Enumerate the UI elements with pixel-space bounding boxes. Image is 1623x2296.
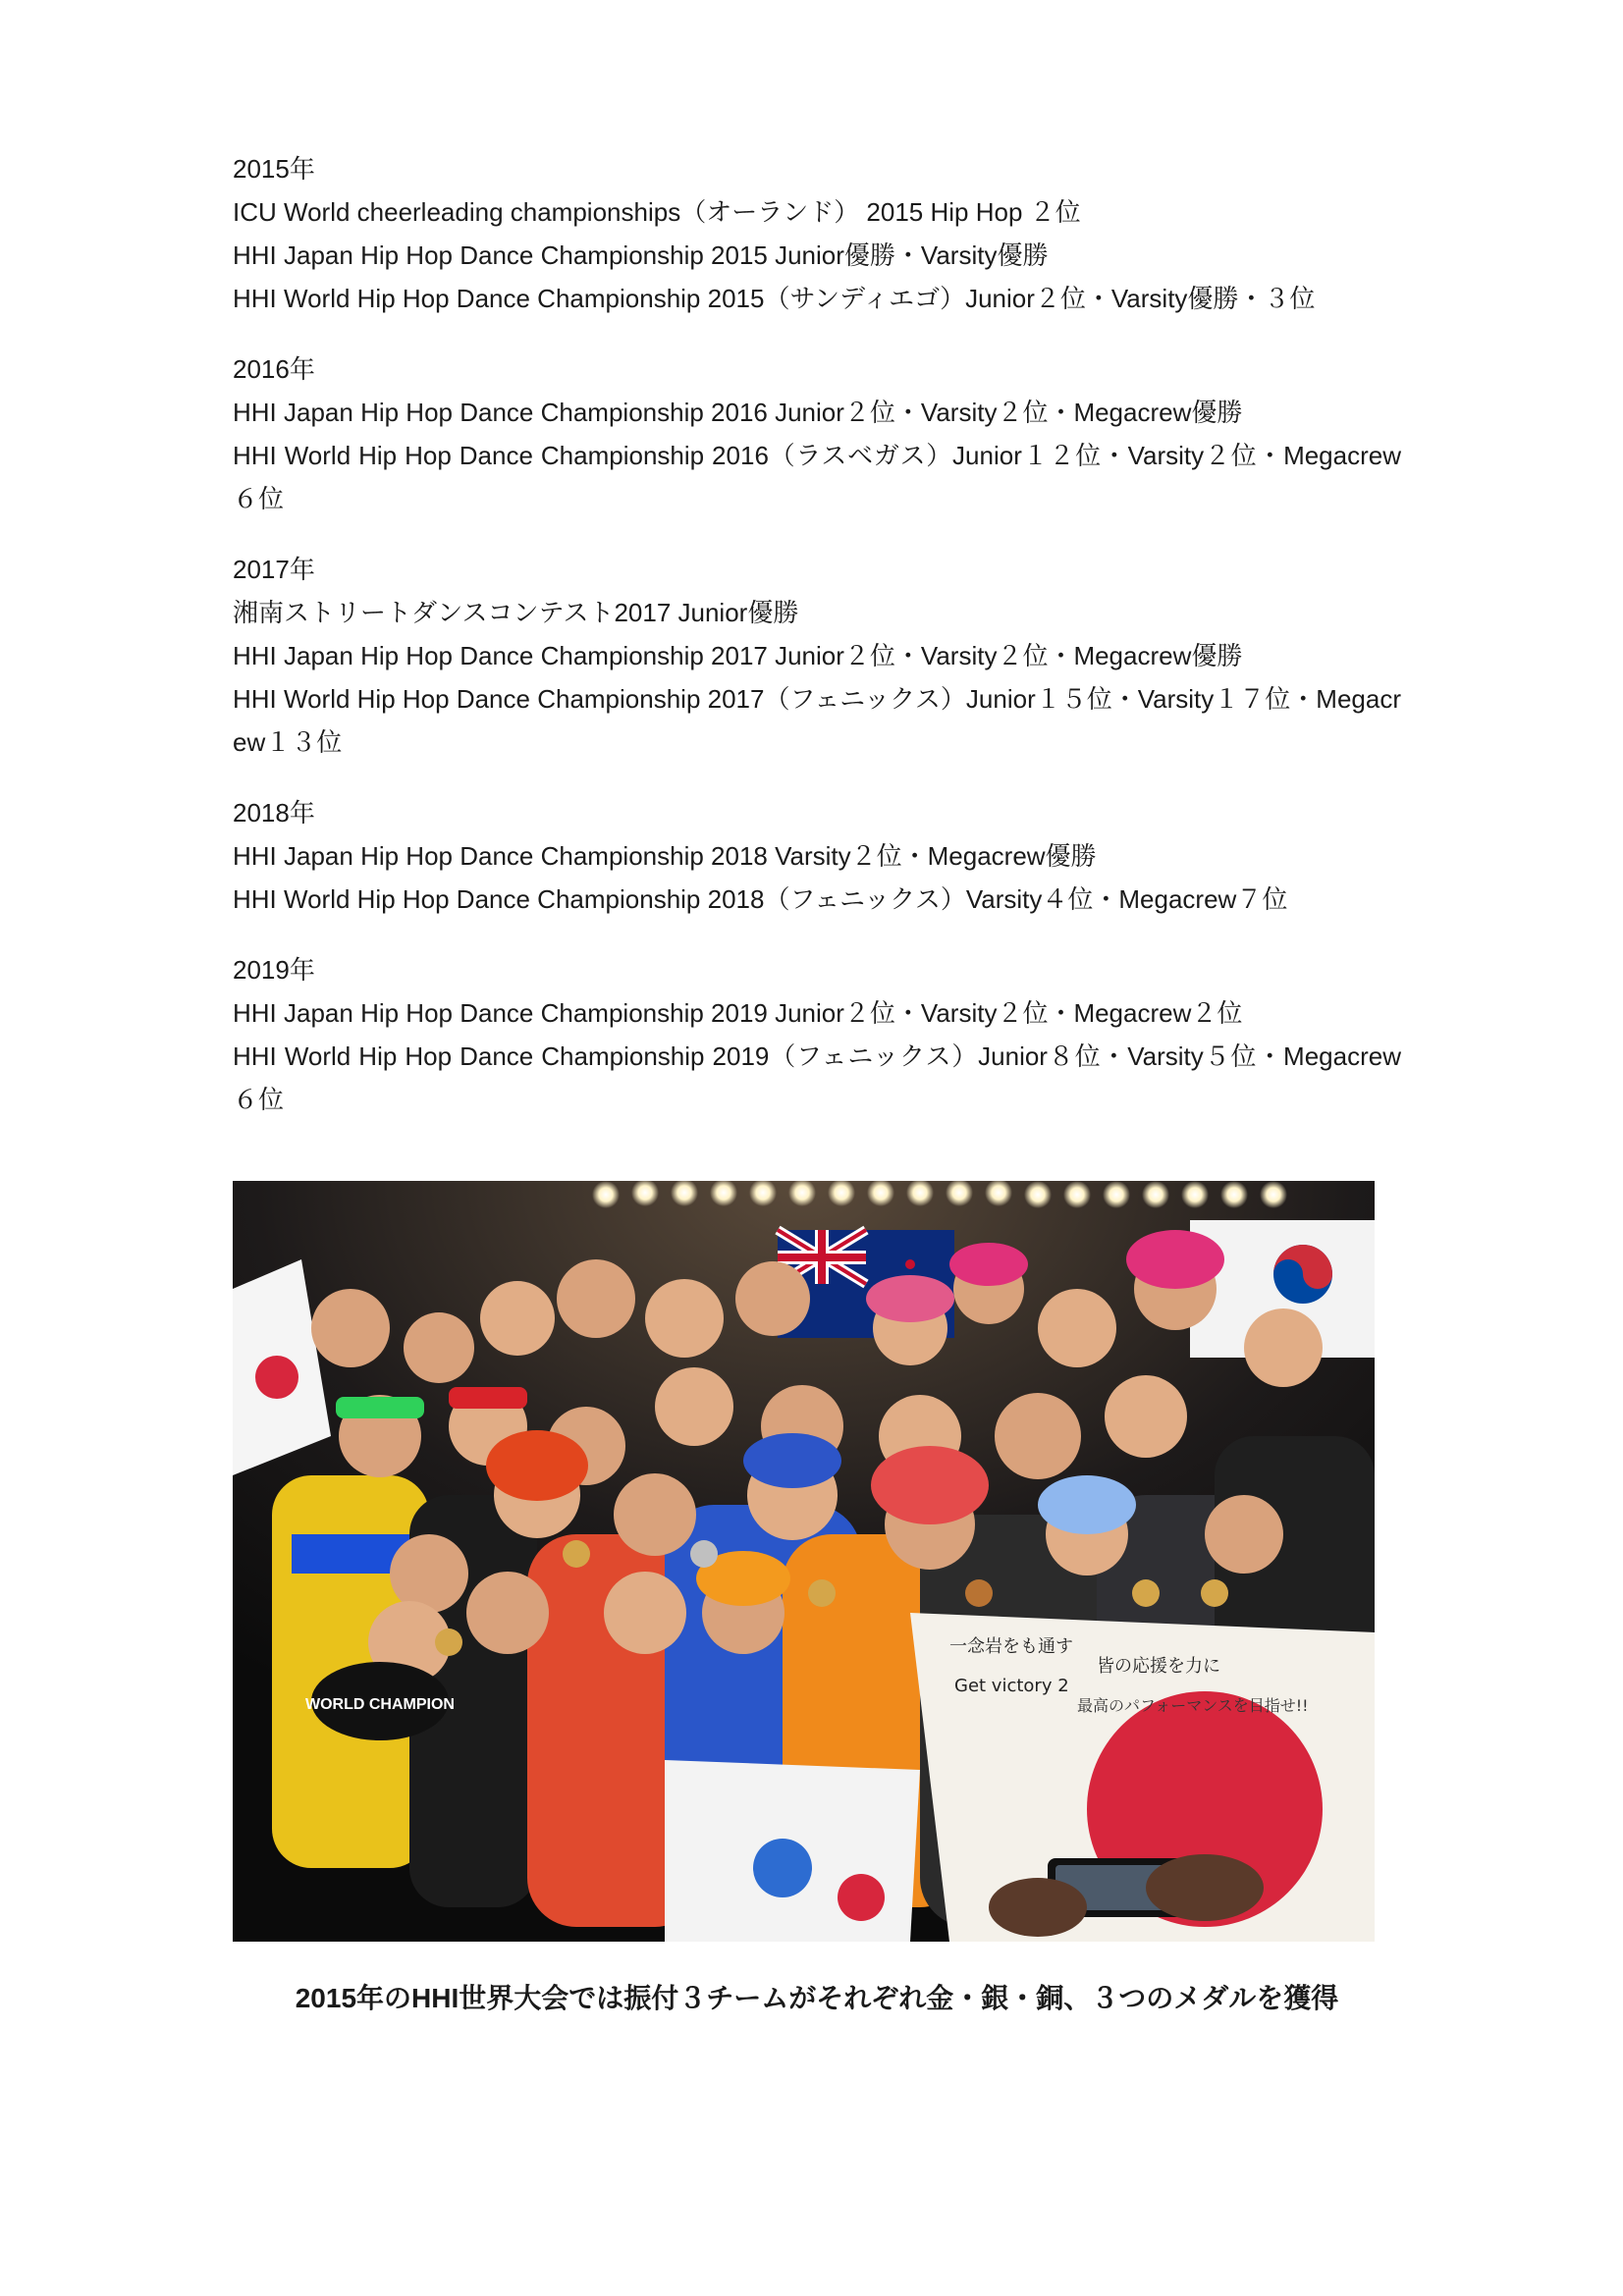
banner-text-3: 皆の応援を力に — [1097, 1656, 1220, 1677]
result-line: HHI Japan Hip Hop Dance Championship 2015 Junior優勝・Varsity優勝 — [233, 240, 1049, 270]
result-line: HHI Japan Hip Hop Dance Championship 2017 Junior２位・Varsity２位・Megacrew優勝 — [233, 641, 1243, 670]
year-heading: 2017年 — [233, 555, 315, 584]
team-photo — [233, 1181, 1375, 1942]
photo-caption: 2015年のHHI世界大会では振付３チームがそれぞれ金・銀・銅、３つのメダルを獲得 — [295, 1983, 1339, 2013]
year-section-2019 — [233, 948, 1401, 1121]
japan-flag-front — [665, 1760, 920, 1942]
banner-text-2: Get victory 2 — [954, 1676, 1069, 1696]
year-section-2015 — [233, 147, 1401, 320]
result-line: 湘南ストリートダンスコンテスト2017 Junior優勝 — [233, 598, 799, 627]
banner-text-4: 最高のパフォーマンスを目指せ!! — [1077, 1696, 1309, 1715]
year-heading: 2019年 — [233, 955, 315, 985]
year-section-2018 — [233, 791, 1401, 921]
year-heading: 2015年 — [233, 154, 315, 184]
result-line: ICU World cheerleading championships（オーランド） 2015 Hip Hop ２位 — [233, 197, 1081, 227]
result-line: HHI World Hip Hop Dance Championship 2019（フェニックス）Junior８位・Varsity５位・Megacrew６位 — [233, 1041, 1401, 1114]
results-list — [233, 147, 1401, 1148]
result-line: HHI World Hip Hop Dance Championship 2016（ラスベガス）Junior１２位・Varsity２位・Megacrew６位 — [233, 441, 1401, 513]
result-line: HHI Japan Hip Hop Dance Championship 2018 Varsity２位・Megacrew優勝 — [233, 841, 1097, 871]
result-line: HHI World Hip Hop Dance Championship 2018（フェニックス）Varsity４位・Megacrew７位 — [233, 884, 1288, 914]
result-line: HHI World Hip Hop Dance Championship 2017（フェニックス）Junior１５位・Varsity１７位・Megacrew１３位 — [233, 684, 1401, 757]
result-line: HHI World Hip Hop Dance Championship 2015（サンディエゴ）Junior２位・Varsity優勝・３位 — [233, 284, 1316, 313]
result-line: HHI Japan Hip Hop Dance Championship 2016 Junior２位・Varsity２位・Megacrew優勝 — [233, 398, 1243, 427]
year-section-2017 — [233, 548, 1401, 764]
year-heading: 2018年 — [233, 798, 315, 828]
year-heading: 2016年 — [233, 354, 315, 384]
result-line: HHI Japan Hip Hop Dance Championship 2019 Junior２位・Varsity２位・Megacrew２位 — [233, 998, 1243, 1028]
year-section-2016 — [233, 347, 1401, 520]
cap-text: WORLD CHAMPION — [305, 1696, 455, 1713]
banner-text-1: 一念岩をも通す — [949, 1636, 1073, 1657]
